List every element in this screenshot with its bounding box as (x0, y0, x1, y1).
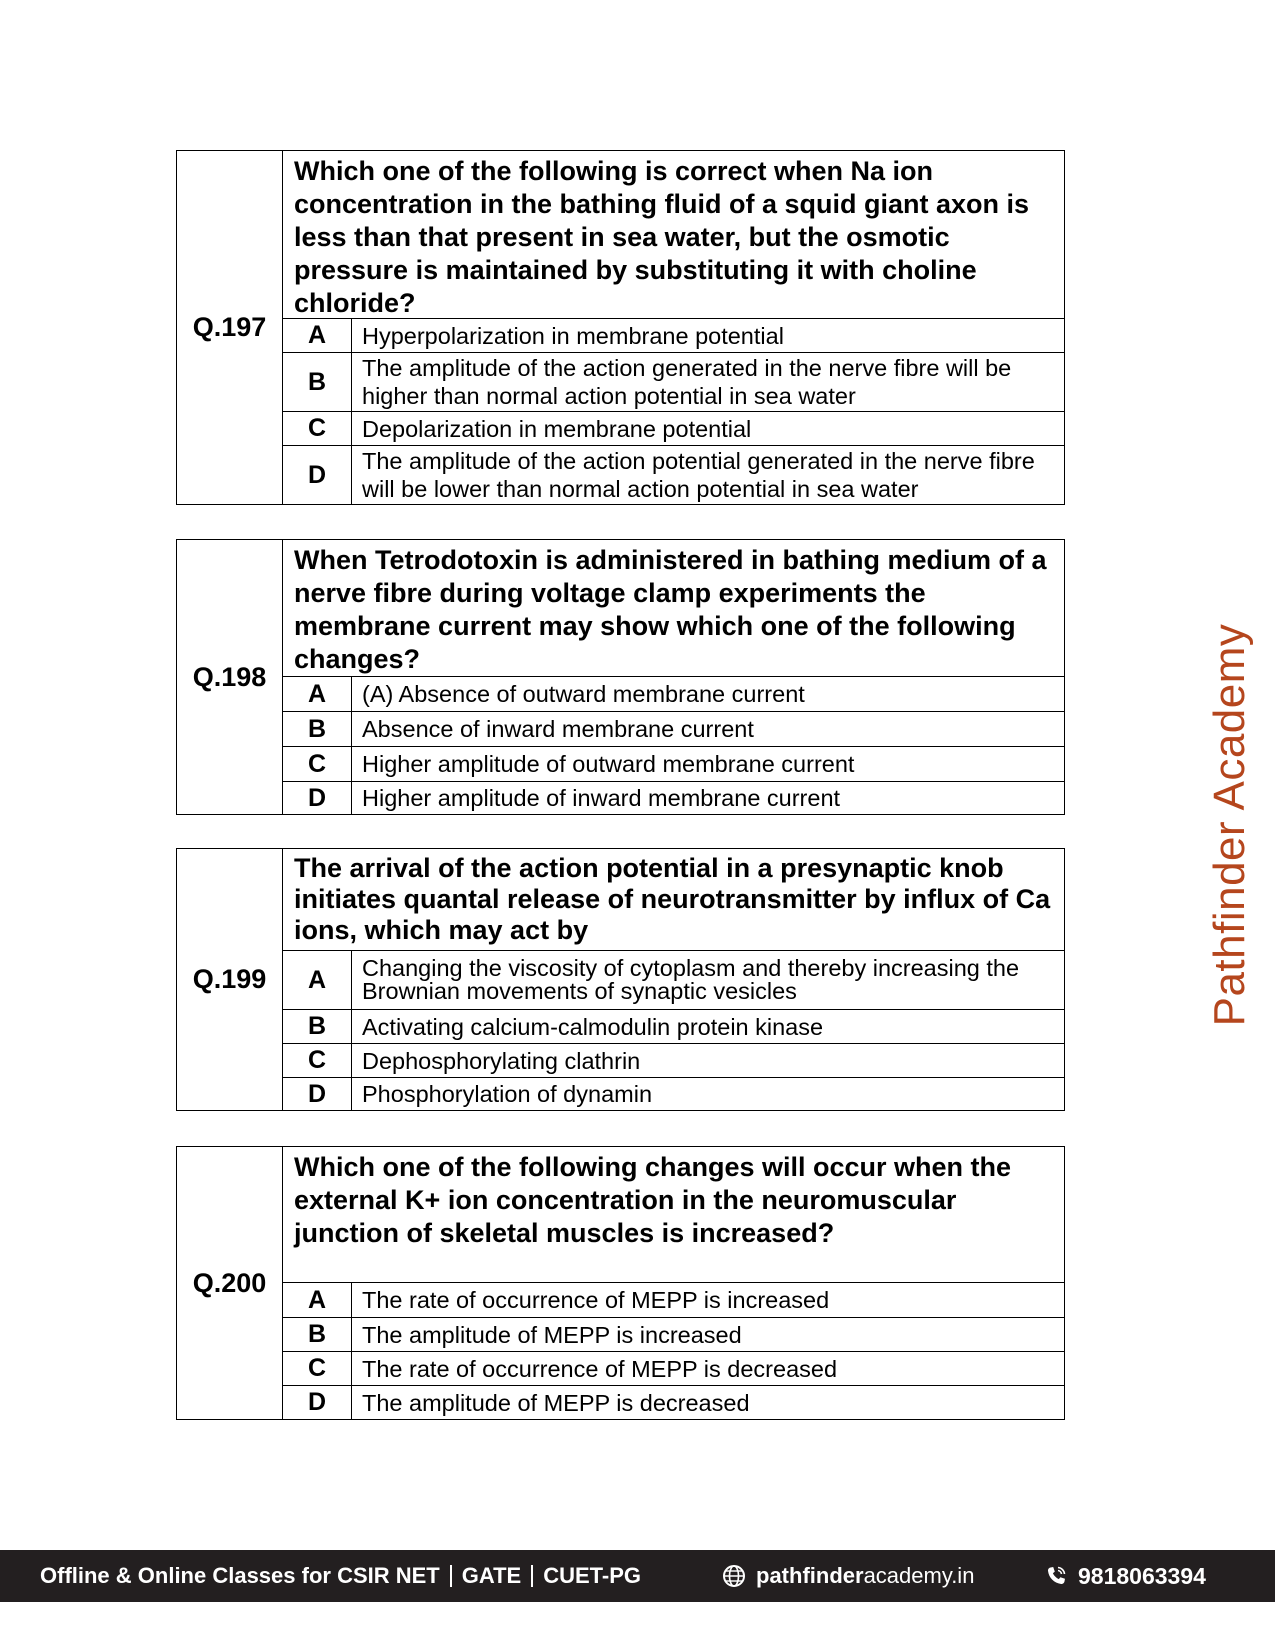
option-letter: D (283, 1386, 352, 1419)
option-text: The amplitude of the action generated in the nerve fibre will be higher than normal action potential in sea water (362, 355, 1012, 409)
website-name-light: academy.in (863, 1563, 975, 1588)
option-row (283, 318, 1064, 352)
footer-tagline: Offline & Online Classes for CSIR NET (40, 1563, 440, 1588)
option-row (283, 676, 1064, 711)
option-text: The amplitude of MEPP is increased (362, 1321, 742, 1348)
option-row (283, 1043, 1064, 1077)
website-name-bold: pathfinder (756, 1563, 864, 1588)
footer-exam-gate: GATE (461, 1563, 522, 1588)
footer-exam-cuet: CUET-PG (543, 1563, 642, 1588)
option-text: Dephosphorylating clathrin (362, 1047, 641, 1074)
option-letter: A (283, 1283, 352, 1317)
question-text: Which one of the following is correct when Na ion concentration in the bathing fluid of a squid giant axon is less than that present in sea water, but the osmotic pressure is maintained by substituting it with choline chloride? (294, 156, 1030, 318)
option-row (283, 352, 1064, 411)
option-letter: D (283, 446, 352, 504)
globe-icon (722, 1564, 746, 1588)
option-letter: B (283, 712, 352, 746)
option-letter: D (283, 1078, 352, 1110)
footer-website[interactable] (722, 1563, 974, 1589)
option-row (283, 781, 1064, 814)
option-text: (A) Absence of outward membrane current (362, 681, 805, 707)
phone-number: 9818063394 (1078, 1562, 1206, 1589)
option-row (283, 746, 1064, 781)
option-row (283, 1385, 1064, 1419)
option-letter: A (283, 319, 352, 352)
option-row (283, 1351, 1064, 1385)
option-letter: C (283, 1352, 352, 1385)
divider (531, 1565, 533, 1587)
footer-phone[interactable] (1044, 1563, 1206, 1590)
option-letter: B (283, 1318, 352, 1351)
option-letter: C (283, 747, 352, 781)
option-row (283, 1317, 1064, 1351)
option-text: Higher amplitude of outward membrane current (362, 751, 855, 777)
option-text: Absence of inward membrane current (362, 716, 754, 742)
question-number: Q.198 (177, 540, 283, 814)
option-text: Higher amplitude of inward membrane current (362, 785, 841, 811)
question-block-198 (176, 539, 1065, 815)
option-text: The amplitude of the action potential generated in the nerve fibre will be lower than normal action potential in sea water (362, 448, 1035, 502)
question-text: When Tetrodotoxin is administered in bathing medium of a nerve fibre during voltage clamp experiments the membrane current may show which one of the following changes? (294, 545, 1047, 674)
phone-icon (1044, 1564, 1068, 1588)
footer-bar (0, 1550, 1275, 1602)
option-letter: C (283, 1044, 352, 1077)
option-letter: B (283, 1010, 352, 1043)
option-letter: B (283, 353, 352, 411)
option-row (283, 950, 1064, 1009)
option-text: The rate of occurrence of MEPP is decreased (362, 1355, 838, 1382)
question-text: The arrival of the action potential in a presynaptic knob initiates quantal release of neurotransmitter by influx of Ca ions, which may act by (294, 853, 1051, 945)
option-text: Hyperpolarization in membrane potential (362, 322, 784, 349)
option-row (283, 1009, 1064, 1043)
question-block-199 (176, 848, 1065, 1111)
option-text: Activating calcium-calmodulin protein kinase (362, 1013, 824, 1040)
option-row (283, 711, 1064, 746)
question-text: Which one of the following changes will occur when the external K+ ion concentration in the neuromuscular junction of skeletal muscles is increased? (294, 1152, 1012, 1248)
question-block-200 (176, 1146, 1065, 1420)
question-number: Q.199 (177, 849, 283, 1110)
footer-tagline-group (40, 1563, 641, 1589)
option-text: The amplitude of MEPP is decreased (362, 1389, 750, 1416)
option-row (283, 1282, 1064, 1317)
option-letter: A (283, 677, 352, 711)
option-text: The rate of occurrence of MEPP is increased (362, 1287, 830, 1313)
option-text: Depolarization in membrane potential (362, 415, 752, 442)
option-row (283, 445, 1064, 504)
watermark-text: Pathfinder Academy (1205, 623, 1254, 1027)
option-text: Changing the viscosity of cytoplasm and thereby increasing the Brownian movements of synaptic vesicles (362, 955, 1020, 1004)
divider (450, 1565, 452, 1587)
option-letter: C (283, 412, 352, 445)
question-number: Q.197 (177, 151, 283, 504)
option-text: Phosphorylation of dynamin (362, 1081, 653, 1107)
question-number: Q.200 (177, 1147, 283, 1419)
option-row (283, 411, 1064, 445)
option-letter: D (283, 782, 352, 814)
option-row (283, 1077, 1064, 1110)
question-block-197 (176, 150, 1065, 505)
option-letter: A (283, 951, 352, 1009)
